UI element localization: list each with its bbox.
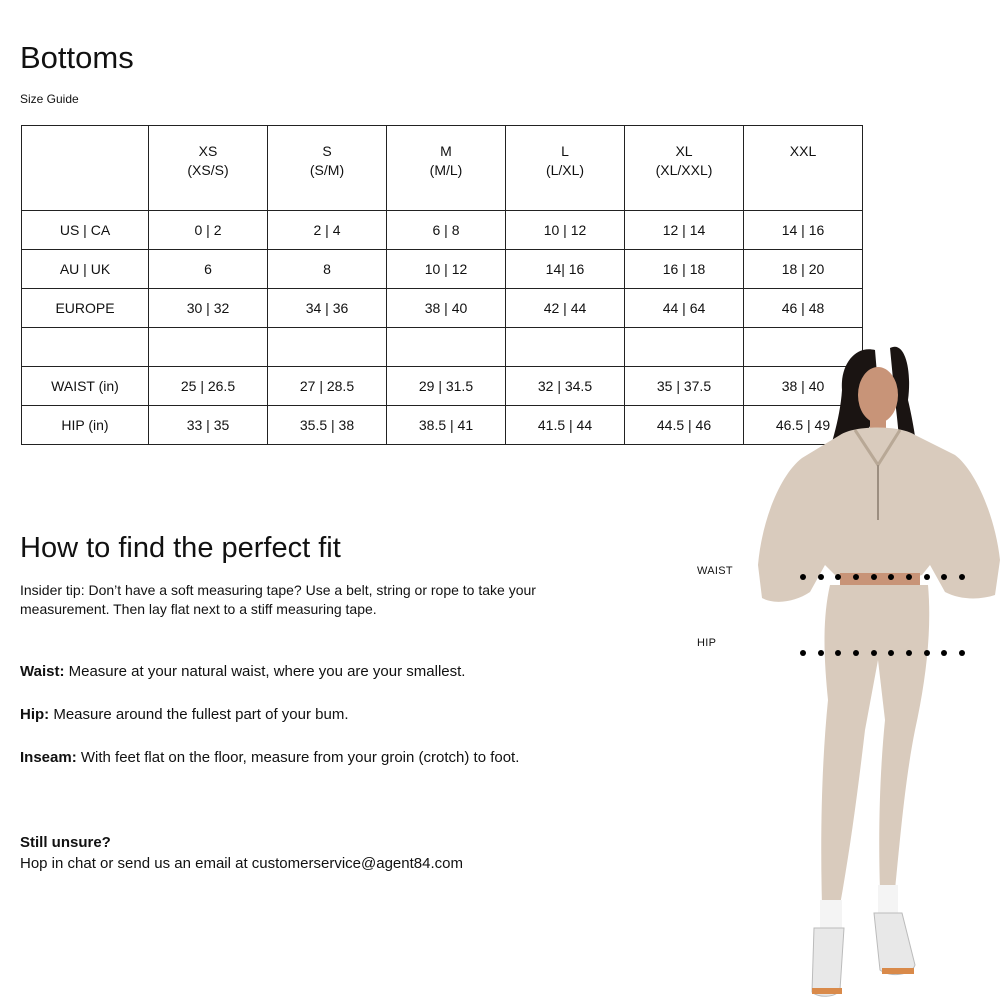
table-cell: 18 | 20 <box>744 250 863 289</box>
table-cell: 16 | 18 <box>625 250 744 289</box>
row-label <box>22 328 149 367</box>
row-label: WAIST (in) <box>22 367 149 406</box>
table-row <box>22 250 863 289</box>
inseam-instruction <box>20 747 520 768</box>
table-cell <box>506 328 625 367</box>
table-cell: 27 | 28.5 <box>268 367 387 406</box>
size-header-cell <box>506 126 625 211</box>
inseam-instruction-label: Inseam: <box>20 749 77 766</box>
table-cell <box>149 328 268 367</box>
size-header-row <box>22 126 863 211</box>
table-cell: 32 | 34.5 <box>506 367 625 406</box>
waist-instruction-label: Waist: <box>20 663 65 680</box>
diagram-waist-label: WAIST <box>697 565 733 577</box>
contact-section <box>20 832 463 874</box>
size-name: XXL <box>789 143 817 159</box>
hip-instruction <box>20 704 520 725</box>
table-cell: 38.5 | 41 <box>387 406 506 445</box>
waist-instruction <box>20 661 520 682</box>
table-cell: 0 | 2 <box>149 211 268 250</box>
fit-heading: How to find the perfect fit <box>20 532 341 564</box>
table-cell: 35.5 | 38 <box>268 406 387 445</box>
table-cell: 46.5 | 49 <box>744 406 863 445</box>
page-title: Bottoms <box>20 40 134 75</box>
diagram-hip-label: HIP <box>697 637 717 649</box>
table-cell: 12 | 14 <box>625 211 744 250</box>
table-row <box>22 211 863 250</box>
size-header-cell <box>268 126 387 211</box>
table-cell: 8 <box>268 250 387 289</box>
table-cell: 33 | 35 <box>149 406 268 445</box>
size-name: L <box>561 143 569 159</box>
table-cell: 35 | 37.5 <box>625 367 744 406</box>
size-alt: (M/L) <box>429 162 463 178</box>
size-alt: (XS/S) <box>187 162 229 178</box>
hip-instruction-text: Measure around the fullest part of your bum. <box>49 706 349 723</box>
table-cell: 34 | 36 <box>268 289 387 328</box>
table-cell: 6 <box>149 250 268 289</box>
table-cell: 38 | 40 <box>744 367 863 406</box>
table-cell <box>268 328 387 367</box>
table-cell: 25 | 26.5 <box>149 367 268 406</box>
inseam-instruction-text: With feet flat on the floor, measure from your groin (crotch) to foot. <box>76 749 520 766</box>
insider-tip: Insider tip: Don’t have a soft measuring tape? Use a belt, string or rope to take your measurement. Then lay flat next to a stiff measuring tape. <box>20 582 536 617</box>
size-name: XS <box>198 143 218 159</box>
table-cell: 44.5 | 46 <box>625 406 744 445</box>
size-alt: (S/M) <box>309 162 345 178</box>
model-sneaker-left <box>812 928 844 996</box>
table-cell: 29 | 31.5 <box>387 367 506 406</box>
model-leggings <box>821 585 929 905</box>
table-row <box>22 289 863 328</box>
table-cell: 14| 16 <box>506 250 625 289</box>
table-cell: 38 | 40 <box>387 289 506 328</box>
model-photo <box>690 330 1000 1000</box>
table-cell: 14 | 16 <box>744 211 863 250</box>
contact-title: Still unsure? <box>20 834 111 851</box>
table-cell: 2 | 4 <box>268 211 387 250</box>
row-label: AU | UK <box>22 250 149 289</box>
size-name: S <box>322 143 332 159</box>
hip-instruction-label: Hip: <box>20 706 50 723</box>
size-header-cell <box>744 126 863 211</box>
size-header-cell <box>625 126 744 211</box>
table-cell: 44 | 64 <box>625 289 744 328</box>
row-label: HIP (in) <box>22 406 149 445</box>
contact-text: Hop in chat or send us an email at customerservice@agent84.com <box>20 855 463 872</box>
table-cell <box>387 328 506 367</box>
page-subtitle: Size Guide <box>20 92 79 106</box>
row-label: EUROPE <box>22 289 149 328</box>
table-cell: 46 | 48 <box>744 289 863 328</box>
model-head <box>858 367 898 423</box>
size-header-cell <box>387 126 506 211</box>
waist-instruction-text: Measure at your natural waist, where you are your smallest. <box>64 663 466 680</box>
table-cell: 10 | 12 <box>506 211 625 250</box>
table-cell: 10 | 12 <box>387 250 506 289</box>
row-label: US | CA <box>22 211 149 250</box>
size-name: M <box>440 143 452 159</box>
header-corner-cell <box>22 126 149 211</box>
table-cell: 42 | 44 <box>506 289 625 328</box>
table-cell: 41.5 | 44 <box>506 406 625 445</box>
size-header-cell <box>149 126 268 211</box>
size-name: XL <box>675 143 693 159</box>
hip-dotted-line <box>800 650 965 658</box>
size-alt: (L/XL) <box>545 162 585 178</box>
size-alt: (XL/XXL) <box>655 162 713 178</box>
table-cell: 6 | 8 <box>387 211 506 250</box>
model-sneaker-right <box>874 913 915 975</box>
waist-dotted-line <box>800 574 965 582</box>
table-cell: 30 | 32 <box>149 289 268 328</box>
